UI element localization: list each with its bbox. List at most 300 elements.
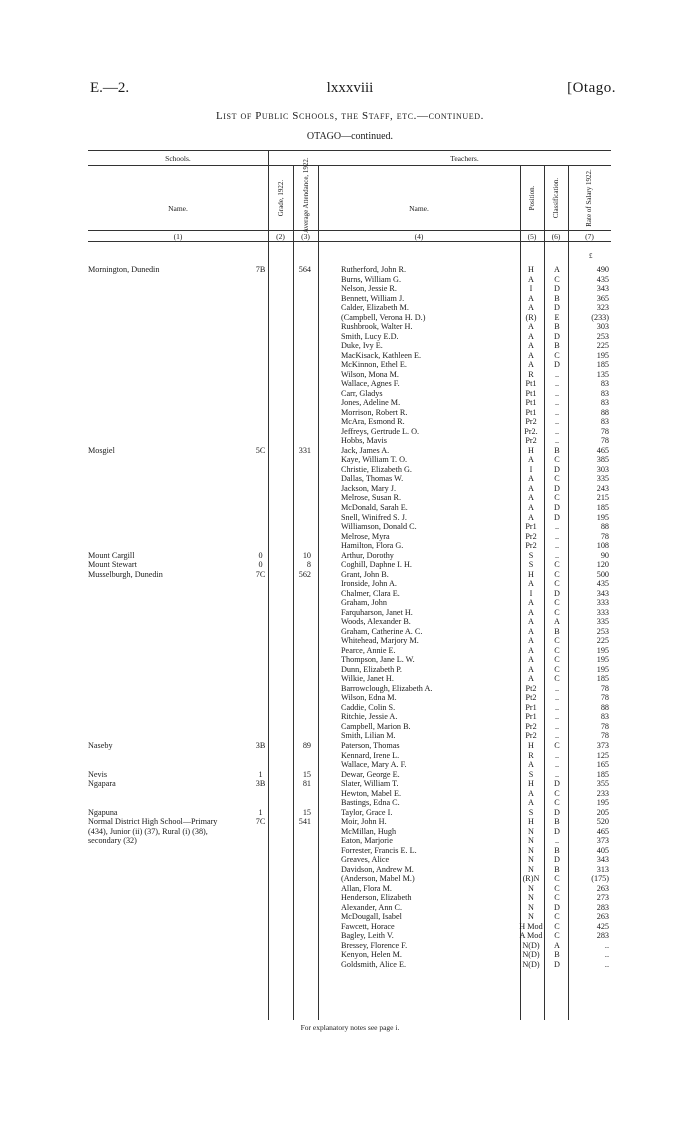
position-cell: Pr2 <box>525 436 537 446</box>
col-num-2: (2) <box>276 232 285 241</box>
salary-cell: 263 <box>596 883 609 893</box>
teacher-name-cell: Pearce, Annie E. <box>341 645 396 655</box>
table-row <box>88 360 611 370</box>
table-row <box>88 389 611 399</box>
table-row <box>88 313 611 323</box>
salary-cell: 88 <box>600 702 609 712</box>
position-cell: Pr1 <box>525 702 537 712</box>
table-row <box>88 408 611 418</box>
classification-cell: .. <box>554 426 560 436</box>
attendance-header: Average Attendance, 1922. <box>302 157 310 233</box>
table-row <box>88 608 611 618</box>
position-cell: A <box>528 483 534 493</box>
grade-cell: 5C <box>255 445 266 455</box>
teacher-name-cell: Caddie, Colin S. <box>341 702 396 712</box>
position-cell: N <box>528 883 534 893</box>
table-row <box>88 379 611 389</box>
position-cell: (R)N <box>522 874 540 884</box>
salary-cell: 195 <box>596 798 609 808</box>
classification-cell: D <box>554 779 560 789</box>
table-row <box>88 931 611 941</box>
table-row <box>88 341 611 351</box>
position-cell: A <box>528 674 534 684</box>
salary-cell: 465 <box>596 826 609 836</box>
position-cell: S <box>528 550 534 560</box>
position-cell: N <box>528 855 534 865</box>
position-cell: A <box>528 293 534 303</box>
classification-cell: C <box>554 350 560 360</box>
classification-cell: C <box>554 645 560 655</box>
table-row <box>88 808 611 818</box>
salary-cell: 243 <box>596 483 609 493</box>
table-row <box>88 370 611 380</box>
salary-cell: 490 <box>596 265 609 274</box>
salary-cell: (175) <box>591 874 609 884</box>
classification-cell: D <box>554 284 560 294</box>
teacher-name-cell: Carr, Gladys <box>341 388 383 398</box>
salary-cell: 435 <box>596 274 609 284</box>
table-row <box>88 436 611 446</box>
salary-cell: 313 <box>596 864 609 874</box>
teacher-name-cell: Wilkie, Janet H. <box>341 674 394 684</box>
classification-cell: C <box>554 741 560 750</box>
teacher-name-cell: Snell, Winifred S. J. <box>341 512 407 522</box>
table-row <box>88 579 611 589</box>
teacher-name-cell: Jeffreys, Gertrude L. O. <box>341 426 420 436</box>
schools-header: Schools. <box>165 154 191 163</box>
table-row <box>88 532 611 542</box>
teacher-name-cell: Melrose, Susan R. <box>341 493 402 503</box>
table-row <box>88 446 611 456</box>
page-subtitle: OTAGO—continued. <box>306 131 394 142</box>
teachers-header: Teachers. <box>450 154 479 163</box>
table-row <box>88 589 611 599</box>
table-row <box>88 912 611 922</box>
position-cell: N <box>528 826 534 836</box>
teacher-name-cell: Arthur, Dorothy <box>341 550 394 560</box>
salary-cell: 343 <box>596 284 609 294</box>
table-row <box>88 598 611 608</box>
table-row <box>88 722 611 732</box>
position-cell: Pr2 <box>525 417 537 427</box>
grade-cell: 7B <box>255 265 266 274</box>
table-row <box>88 275 611 285</box>
position-cell: R <box>528 750 534 760</box>
position-cell: Pt2 <box>525 683 537 693</box>
school-name-cell: Mount Cargill <box>88 550 135 560</box>
salary-cell: 225 <box>596 636 609 646</box>
classification-cell: A <box>554 265 560 274</box>
salary-cell: 195 <box>596 350 609 360</box>
table-row <box>88 684 611 694</box>
salary-cell: 283 <box>596 902 609 912</box>
classification-cell: C <box>554 455 560 465</box>
classification-cell: B <box>554 950 560 960</box>
table-row <box>88 503 611 513</box>
school-name-cell: (434), Junior (ii) (37), Rural (i) (38), <box>88 826 208 836</box>
teacher-name-cell: Alexander, Ann C. <box>341 902 403 912</box>
teacher-name-cell: Hewton, Mabel E. <box>341 788 402 798</box>
table-row <box>88 893 611 903</box>
grade-cell: 1 <box>258 807 263 817</box>
salary-cell: 78 <box>600 693 609 703</box>
position-cell: H <box>528 569 534 579</box>
attendance-cell: 564 <box>298 265 311 274</box>
table-row <box>88 884 611 894</box>
grade-cell: 7C <box>255 817 266 827</box>
classification-cell: C <box>554 893 560 903</box>
salary-cell: 90 <box>600 550 609 560</box>
salary-cell: 500 <box>596 569 609 579</box>
position-cell: Pr2 <box>525 731 537 741</box>
classification-cell: B <box>554 626 560 636</box>
position-cell: A <box>528 331 534 341</box>
salary-cell: 125 <box>596 750 609 760</box>
teacher-name-cell: Ritchie, Jessie A. <box>341 712 398 722</box>
salary-cell: 185 <box>596 674 609 684</box>
salary-cell: 83 <box>600 417 609 427</box>
table-row <box>88 332 611 342</box>
classification-cell: B <box>554 445 560 455</box>
teacher-name-cell: Bennett, William J. <box>341 293 405 303</box>
teacher-name-cell: Goldsmith, Alice E. <box>341 959 407 969</box>
attendance-cell: 331 <box>298 445 311 455</box>
grade-cell: 1 <box>258 769 263 779</box>
table-row <box>88 731 611 741</box>
teacher-name-cell: Henderson, Elizabeth <box>341 893 412 903</box>
position-cell: Pt2 <box>525 693 537 703</box>
classification-cell: D <box>554 360 560 370</box>
classification-header: Classification. <box>552 177 560 219</box>
position-cell: H <box>528 445 534 455</box>
page-code: E.—2. <box>90 80 130 96</box>
teacher-name-cell: Rushbrook, Walter H. <box>341 322 413 332</box>
position-header: Position. <box>528 185 536 211</box>
classification-cell: D <box>554 503 560 512</box>
classification-cell: C <box>554 664 560 674</box>
teacher-name-cell: Grant, John B. <box>341 569 389 579</box>
teacher-name-cell: (Anderson, Mabel M.) <box>341 874 415 884</box>
classification-cell: .. <box>554 436 560 446</box>
position-cell: A <box>528 303 534 313</box>
position-cell: N <box>528 836 534 846</box>
classification-cell: D <box>554 588 560 598</box>
attendance-cell: 562 <box>298 569 311 579</box>
grade-cell: 0 <box>258 550 263 560</box>
classification-cell: C <box>554 798 560 808</box>
position-cell: Pt1 <box>525 379 537 389</box>
classification-cell: A <box>554 617 560 627</box>
table-row <box>88 322 611 332</box>
table-row <box>88 284 611 294</box>
salary-cell: 303 <box>596 464 609 474</box>
grade-header: Grade, 1922. <box>277 179 285 217</box>
teacher-name-cell: Jones, Adeline M. <box>341 398 401 408</box>
school-name-cell: Musselburgh, Dunedin <box>88 569 163 579</box>
teacher-name-cell: Coghill, Daphne I. H. <box>341 560 412 570</box>
classification-cell: A <box>554 940 560 950</box>
classification-cell: .. <box>554 836 560 846</box>
grade-cell: 0 <box>258 560 263 570</box>
school-name-cell: Nevis <box>88 769 108 779</box>
teacher-name-cell: Kennard, Irene L. <box>341 750 400 760</box>
position-cell: (R) <box>525 312 537 322</box>
teacher-name-cell: Greaves, Alice <box>341 855 390 865</box>
classification-cell: C <box>554 569 560 579</box>
salary-cell: 465 <box>596 445 609 455</box>
table-row <box>88 398 611 408</box>
classification-cell: .. <box>554 388 560 398</box>
classification-cell: C <box>554 560 560 570</box>
teacher-name-cell: Hamilton, Flora G. <box>341 541 404 551</box>
classification-cell: D <box>554 331 560 341</box>
school-name-cell: Ngapuna <box>88 807 118 817</box>
classification-cell: C <box>554 655 560 665</box>
table-row <box>88 874 611 884</box>
teacher-name-cell: Chalmer, Clara E. <box>341 588 400 598</box>
classification-cell: C <box>554 493 560 503</box>
position-cell: Pr2 <box>525 541 537 551</box>
position-cell: A <box>528 350 534 360</box>
table-row <box>88 922 611 932</box>
salary-cell: 135 <box>596 369 609 379</box>
table-row <box>88 693 611 703</box>
classification-cell: B <box>554 341 560 351</box>
position-cell: N <box>528 864 534 874</box>
salary-cell: 335 <box>596 617 609 627</box>
position-cell: N <box>528 893 534 903</box>
classification-cell: C <box>554 912 560 922</box>
classification-cell: .. <box>554 407 560 417</box>
region-label: [Otago. <box>567 80 616 96</box>
table-row <box>88 513 611 523</box>
teacher-name-cell: Bressey, Florence F. <box>341 940 408 950</box>
position-cell: A <box>528 341 534 351</box>
teacher-name-cell: Dallas, Thomas W. <box>341 474 404 484</box>
classification-cell: B <box>554 293 560 303</box>
table-row <box>88 741 611 751</box>
salary-cell: 195 <box>596 664 609 674</box>
table-row <box>88 522 611 532</box>
teacher-name-cell: Whitehead, Marjory M. <box>341 636 419 646</box>
table-row <box>88 294 611 304</box>
classification-cell: C <box>554 598 560 608</box>
position-cell: Pr1 <box>525 522 537 532</box>
position-cell: I <box>529 464 533 474</box>
position-cell: Pr2. <box>524 426 538 436</box>
classification-cell: .. <box>554 550 560 560</box>
teacher-name-cell: Wallace, Agnes F. <box>341 379 400 389</box>
classification-cell: .. <box>554 750 560 760</box>
position-cell: Pt1 <box>525 407 537 417</box>
school-name-cell: secondary (32) <box>88 836 137 846</box>
teacher-name-cell: Thompson, Jane L. W. <box>341 655 415 665</box>
salary-cell: 185 <box>596 503 609 512</box>
classification-cell: .. <box>554 712 560 722</box>
position-cell: S <box>528 769 534 779</box>
teacher-name-cell: Farquharson, Janet H. <box>341 607 413 617</box>
school-name-cell: Naseby <box>88 741 113 750</box>
classification-cell: C <box>554 579 560 589</box>
teacher-name-cell: Rutherford, John R. <box>341 265 407 274</box>
classification-cell: C <box>554 921 560 931</box>
teacher-name-cell: Allan, Flora M. <box>341 883 392 893</box>
teacher-name-cell: Fawcett, Horace <box>341 921 395 931</box>
salary-cell: 253 <box>596 331 609 341</box>
teacher-name-cell: Campbell, Marion B. <box>341 721 411 731</box>
salary-cell: 263 <box>596 912 609 922</box>
currency-symbol: £ <box>589 252 593 260</box>
position-cell: Pr1 <box>525 712 537 722</box>
teacher-name-cell: Christie, Elizabeth G. <box>341 464 412 474</box>
classification-cell: C <box>554 474 560 484</box>
position-cell: A <box>528 455 534 465</box>
table-row <box>88 770 611 780</box>
table-row <box>88 655 611 665</box>
classification-cell: .. <box>554 721 560 731</box>
table-row <box>88 798 611 808</box>
table-row <box>88 417 611 427</box>
classification-cell: B <box>554 322 560 332</box>
position-cell: Pt1 <box>525 388 537 398</box>
classification-cell: C <box>554 674 560 684</box>
salary-cell: 88 <box>600 407 609 417</box>
salary-cell: 365 <box>596 293 609 303</box>
teacher-name-cell: Dewar, George E. <box>341 769 400 779</box>
classification-cell: .. <box>554 702 560 712</box>
position-cell: S <box>528 560 534 570</box>
position-cell: A <box>528 798 534 808</box>
teacher-name-cell: Jackson, Mary J. <box>341 483 397 493</box>
position-cell: I <box>529 588 533 598</box>
classification-cell: .. <box>554 769 560 779</box>
classification-cell: D <box>554 303 560 313</box>
teacher-name-cell: Calder, Elizabeth M. <box>341 303 409 313</box>
classification-cell: D <box>554 855 560 865</box>
salary-cell: 225 <box>596 341 609 351</box>
position-cell: Pr2 <box>525 721 537 731</box>
position-cell: R <box>528 369 534 379</box>
salary-cell: 343 <box>596 588 609 598</box>
salary-cell: 405 <box>596 845 609 855</box>
salary-cell: 205 <box>596 807 609 817</box>
table-row <box>88 846 611 856</box>
classification-cell: .. <box>554 417 560 427</box>
table-row <box>88 484 611 494</box>
table-row <box>88 751 611 761</box>
salary-cell: 120 <box>596 560 609 570</box>
classification-cell: C <box>554 883 560 893</box>
position-cell: A Mod <box>519 931 543 941</box>
salary-cell: 333 <box>596 607 609 617</box>
position-cell: Pr2 <box>525 531 537 541</box>
salary-cell: 335 <box>596 474 609 484</box>
classification-cell: D <box>554 807 560 817</box>
school-name-cell: Mosgiel <box>88 445 115 455</box>
table-row <box>88 455 611 465</box>
teacher-name-cell: Paterson, Thomas <box>341 741 400 750</box>
school-name-header: Name. <box>168 204 188 213</box>
salary-cell: 78 <box>600 731 609 741</box>
salary-cell: 233 <box>596 788 609 798</box>
table-row <box>88 760 611 770</box>
teacher-name-cell: Wilson, Mona M. <box>341 369 399 379</box>
salary-cell: 78 <box>600 721 609 731</box>
teacher-name-cell: Bagley, Leith V. <box>341 931 394 941</box>
position-cell: A <box>528 788 534 798</box>
salary-cell: 520 <box>596 817 609 827</box>
table-row <box>88 265 611 275</box>
teacher-name-cell: Melrose, Myra <box>341 531 390 541</box>
teacher-name-cell: Smith, Lucy E.D. <box>341 331 399 341</box>
classification-cell: .. <box>554 731 560 741</box>
salary-cell: 78 <box>600 683 609 693</box>
table-row <box>88 779 611 789</box>
salary-cell: 78 <box>600 426 609 436</box>
school-name-cell: Ngapara <box>88 779 116 789</box>
teacher-name-cell: Burns, William G. <box>341 274 402 284</box>
classification-cell: D <box>554 959 560 969</box>
classification-cell: D <box>554 902 560 912</box>
table-row <box>88 474 611 484</box>
position-cell: A <box>528 598 534 608</box>
grade-cell: 7C <box>255 569 266 579</box>
salary-cell: .. <box>604 940 609 950</box>
school-name-cell: Mornington, Dunedin <box>88 265 160 274</box>
table-row <box>88 560 611 570</box>
attendance-cell: 541 <box>298 817 311 827</box>
table-row <box>88 427 611 437</box>
table-row <box>88 570 611 580</box>
teacher-name-cell: Moir, John H. <box>341 817 387 827</box>
salary-cell: 185 <box>596 769 609 779</box>
teacher-name-cell: McKinnon, Ethel E. <box>341 360 407 370</box>
table-row <box>88 789 611 799</box>
classification-cell: C <box>554 931 560 941</box>
position-cell: N <box>528 845 534 855</box>
salary-cell: 343 <box>596 855 609 865</box>
teacher-name-cell: Davidson, Andrew M. <box>341 864 414 874</box>
attendance-cell: 15 <box>302 769 311 779</box>
position-cell: A <box>528 664 534 674</box>
classification-cell: C <box>554 607 560 617</box>
teacher-name-cell: McDonald, Sarah E. <box>341 503 408 512</box>
salary-cell: 273 <box>596 893 609 903</box>
salary-cell: 195 <box>596 512 609 522</box>
footer-note: For explanatory notes see page i. <box>300 1023 400 1032</box>
salary-cell: 303 <box>596 322 609 332</box>
salary-cell: .. <box>604 950 609 960</box>
salary-cell: 373 <box>596 836 609 846</box>
teacher-name-cell: Graham, John <box>341 598 387 608</box>
salary-cell: 165 <box>596 760 609 770</box>
classification-cell: .. <box>554 522 560 532</box>
teacher-name-cell: MacKisack, Kathleen E. <box>341 350 422 360</box>
salary-cell: (233) <box>591 312 609 322</box>
classification-cell: D <box>554 464 560 474</box>
col-num-1: (1) <box>173 232 183 241</box>
table-row <box>88 303 611 313</box>
col-num-4: (4) <box>414 232 424 241</box>
classification-cell: .. <box>554 760 560 770</box>
table-row <box>88 836 611 846</box>
position-cell: A <box>528 617 534 627</box>
table-row <box>88 703 611 713</box>
teacher-name-cell: Williamson, Donald C. <box>341 522 417 532</box>
table-row <box>88 674 611 684</box>
position-cell: N <box>528 902 534 912</box>
classification-cell: B <box>554 817 560 827</box>
